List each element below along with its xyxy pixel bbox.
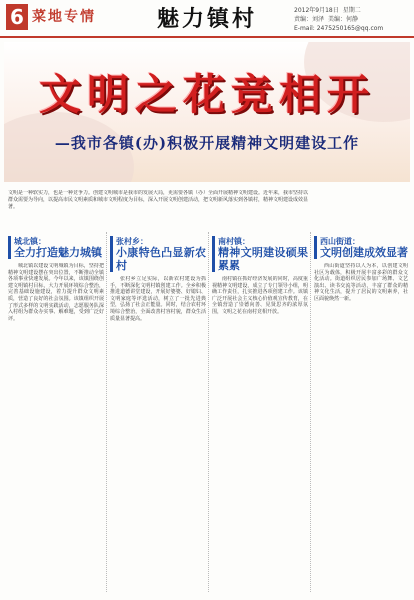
section-kicker: 张村乡： [116, 236, 148, 246]
editor: 责编：刘泽 [294, 16, 325, 23]
body-text: 张村乡立足实际，以新农村建设为抓手，不断深化文明村镇创建工作。全乡积极推进道德讲堂建设，开展好婆婆、好媳妇、文明家庭等评选活动，树立了一批先进典型，弘扬了社会正能量。同时，结合农村环境综合整治，全面改善村容村貌，群众生活质量显著提高。 [110, 276, 206, 322]
column-divider [310, 232, 311, 592]
body-text: 城北镇以建设文明城镇为目标，坚持把精神文明建设摆在突出位置，不断推动全镇各项事业快速发展。今年以来，该镇围绕创建文明镇村目标，大力开展环境综合整治，完善基础设施建设，着力提升群众文明素质，营造了良好的社会氛围。该镇组织开展了形式多样的文明实践活动，志愿服务队深入村组为群众办实事、解难题，受到广泛好评。 [8, 263, 104, 322]
section-title: 全力打造魅力城镇 [14, 246, 102, 259]
issue-weekday: 星期二 [342, 7, 361, 14]
headline: 文明之花竞相开 [38, 70, 375, 119]
section-heading [110, 236, 206, 272]
article-column [8, 232, 104, 324]
body-text: 南村镇在抓好经济发展的同时，高度重视精神文明建设，成立了专门领导小组，明确工作责任，扎实推进各项创建工作。该镇广泛开展社会主义核心价值观宣传教育，在全镇营造了崇德向善、见贤思齐的浓厚氛围，文明之花在南村竞相开放。 [212, 276, 308, 315]
intro-paragraph: 文明是一种软实力，也是一种竞争力。创建文明城市是我市的发展大局，更需要各镇（办）全面开展精神文明建设。近年来，我市坚持以群众需要为导向，以提高市民文明素质和城市文明程度为目标，深入开展文明创建活动，把文明新风落实到各镇村，精神文明建设成效显著。 [8, 190, 308, 210]
article-column [110, 232, 206, 324]
email: E-mail: 2475250165@qq.com [294, 25, 384, 32]
issue-info [294, 6, 404, 33]
section-kicker: 南村镇： [218, 236, 250, 246]
section-heading [212, 236, 308, 272]
page-header [0, 0, 414, 38]
column-divider [208, 232, 209, 592]
section-title: 小康特色凸显新农村 [116, 246, 206, 272]
article-column [212, 232, 308, 318]
section-kicker: 西山街道： [320, 236, 360, 246]
section-title: 文明创建成效显著 [320, 246, 408, 259]
subheadline: —我市各镇(办)积极开展精神文明建设工作 [54, 134, 360, 152]
column-divider [106, 232, 107, 592]
section-name: 菜地专情 [32, 9, 96, 25]
issue-date: 2012年9月18日 [294, 7, 339, 14]
page-number: 6 [6, 4, 28, 30]
section-heading [314, 236, 408, 259]
article-column [314, 232, 408, 305]
banner [4, 42, 410, 182]
page-title: 魅力镇村 [156, 6, 257, 32]
section-kicker: 城北镇： [14, 236, 46, 246]
layout-editor: 美编：何静 [328, 16, 359, 23]
section-title: 精神文明建设硕果累累 [218, 246, 308, 272]
section-heading [8, 236, 104, 259]
body-text: 西山街道坚持以人为本，以创建文明社区为载体，积极开展丰富多彩的群众文化活动。街道组织居民参加广场舞、文艺演出、读书交流等活动，丰富了群众的精神文化生活，提升了居民的文明素养，社区面貌焕然一新。 [314, 263, 408, 302]
